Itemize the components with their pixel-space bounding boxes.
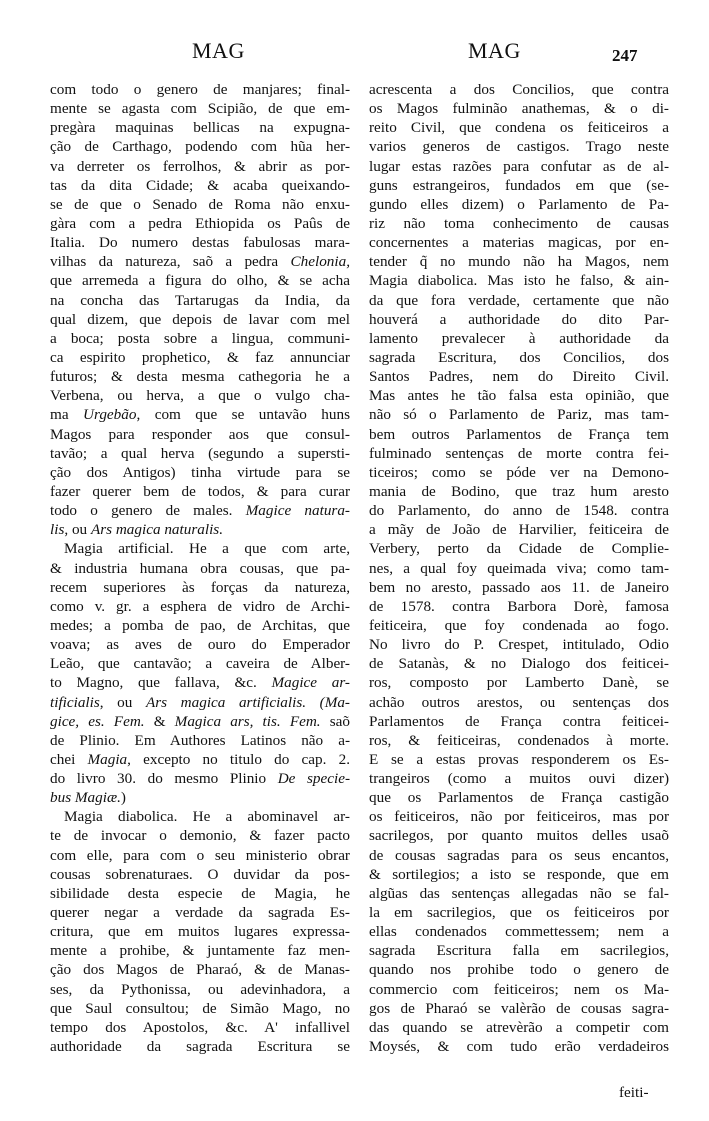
text-line: [50, 539, 350, 558]
text-segment: medes; a pomba de pao, de Architas, que: [50, 616, 350, 634]
text-line: [369, 157, 669, 176]
text-segment: riz não toma conhecimento de causas: [369, 214, 669, 232]
text-line: [50, 884, 350, 903]
text-segment: do Parlamento, do anno de 1548. contra: [369, 502, 669, 520]
text-segment: No livro do P. Crespet, intitulado, Odio: [369, 636, 669, 654]
text-line: [50, 348, 350, 367]
text-line: [369, 329, 669, 348]
text-segment: sacrilegos, por quanto muitos delles usaõ: [369, 827, 669, 845]
italic-text: Magica ars, tis. Fem.: [174, 712, 321, 730]
text-line: [50, 712, 350, 731]
text-segment: acrescenta a dos Concilios, que contra: [369, 81, 669, 98]
text-line: [50, 195, 350, 214]
text-line: [50, 807, 350, 826]
text-line: [50, 463, 350, 482]
text-segment: gundo elles dizem) o Parlamento de Pa-: [369, 195, 669, 213]
text-segment: te de invocar o demonio, & fazer pacto: [50, 827, 350, 845]
text-line: [369, 903, 669, 922]
text-segment: , ou: [64, 521, 91, 539]
text-line: [50, 826, 350, 845]
text-line: [50, 750, 350, 769]
text-segment: se de que o Senado de Roma não enxu-: [50, 195, 350, 213]
text-segment: mania de Bodino, que traz hum aresto: [369, 482, 669, 500]
text-line: [50, 1037, 350, 1056]
italic-text: Ars magica naturalis.: [90, 521, 223, 539]
text-segment: na concha das Tartarugas da India, da: [50, 291, 350, 309]
text-segment: Santos Padres, nem do Direito Civil.: [369, 368, 669, 386]
italic-text: De specie-: [277, 770, 350, 788]
text-segment: ros, & feiticeiras, condenados à morte.: [369, 731, 669, 749]
italic-text: Magice natura-: [245, 502, 350, 520]
text-segment: com todo o genero de manjares; final-: [50, 81, 350, 98]
text-line: [50, 769, 350, 788]
text-line: [369, 578, 669, 597]
text-line: [369, 252, 669, 271]
text-segment: authoridade da sagrada Escritura se: [50, 1038, 350, 1056]
text-line: [50, 654, 350, 673]
text-segment: de Satanàs, & no Dialogo dos feiticei-: [369, 655, 669, 673]
text-segment: recem superiores às forças da natureza,: [50, 578, 350, 596]
italic-text: Magice ar-: [271, 674, 350, 692]
text-line: [50, 903, 350, 922]
text-line: [50, 425, 350, 444]
text-line: [50, 386, 350, 405]
text-line: [50, 214, 350, 233]
text-line: [50, 405, 350, 424]
text-segment: bem no aresto, passado aos 11. de Janeiro: [369, 578, 669, 596]
text-line: [369, 405, 669, 424]
text-line: [369, 1018, 669, 1037]
text-segment: a mãy de João de Harvilier, feiticeira de: [369, 521, 669, 539]
text-segment: Magia diabolica. He a abominavel ar-: [64, 808, 350, 826]
text-line: [50, 137, 350, 156]
text-segment: futuros; & desta mesma cathegoria he a: [50, 368, 350, 386]
text-line: [50, 501, 350, 520]
italic-text: lis: [50, 521, 65, 539]
text-line: [50, 157, 350, 176]
text-segment: , excepto no titulo do cap. 2.: [127, 750, 350, 768]
text-segment: fulminado sentenças de morte contra fei-: [369, 444, 669, 462]
text-segment: ros, composto por Lamberto Danè, se: [369, 674, 669, 692]
text-line: [369, 673, 669, 692]
text-segment: que os Parlamentos de França castigão: [369, 789, 669, 807]
text-line: [50, 865, 350, 884]
text-segment: lugar estas razões para confutar as de al-: [369, 157, 669, 175]
text-segment: do livro 30. do mesmo Plinio: [50, 770, 278, 788]
text-segment: reito Civil, que condena os feiticeiros a: [369, 119, 669, 137]
text-line: [50, 482, 350, 501]
text-line: [369, 999, 669, 1018]
text-segment: sibilidade desta especie de Magia, he: [50, 884, 350, 902]
text-line: [50, 922, 350, 941]
text-line: [369, 444, 669, 463]
text-line: [50, 367, 350, 386]
text-segment: to Magno, que fallava, &c.: [50, 674, 272, 692]
text-line: [50, 846, 350, 865]
text-segment: varios generos de castigos. Trago neste: [369, 138, 669, 156]
text-line: [369, 635, 669, 654]
text-segment: critura, que em muitos lugares expressa-: [50, 923, 350, 941]
italic-text: Magia: [87, 750, 128, 768]
text-line: [50, 999, 350, 1018]
text-segment: os feiticeiros, não por feiticeiros, mas por: [369, 808, 669, 826]
text-segment: Magos para responder aos que consul-: [50, 425, 350, 443]
text-line: [369, 884, 669, 903]
text-segment: tas da dita Cidade; & acaba queixando-: [50, 176, 350, 194]
text-line: [50, 693, 350, 712]
text-line: [50, 271, 350, 290]
text-segment: a boca; posta sobre a lingua, communi-: [50, 329, 350, 347]
text-segment: bem outros Parlamentos de França tem: [369, 425, 669, 443]
text-segment: ção dos Antigos) tinha virtude para se: [50, 463, 350, 481]
text-line: [369, 597, 669, 616]
text-segment: Parlamentos de França contra feiticei-: [369, 712, 669, 730]
text-segment: Leão, que cantavão; a caveira de Alber-: [50, 655, 350, 673]
text-segment: como v. gr. a esphera de vidro de Archi-: [50, 597, 350, 615]
text-segment: mente a prohibe, & juntamente faz men-: [50, 942, 350, 960]
text-line: [369, 195, 669, 214]
text-segment: todo o genero de males.: [50, 502, 246, 520]
page-number: 247: [612, 46, 638, 65]
text-segment: qual dizem, que depois de lavar com mel: [50, 310, 350, 328]
text-line: [50, 233, 350, 252]
text-segment: voava; as aves de ouro do Emperador: [50, 636, 350, 654]
right-column: [369, 80, 669, 1056]
text-line: [50, 980, 350, 999]
text-segment: Moysés, & com tudo erão verdadeiros: [369, 1038, 669, 1056]
text-line: [50, 252, 350, 271]
text-segment: fazer querer bem de todos, & para curar: [50, 482, 350, 500]
text-segment: que Saul consultou; de Simão Mago, no: [50, 999, 350, 1017]
text-line: [369, 271, 669, 290]
italic-text: Ars magica artificialis. (Ma-: [145, 693, 350, 711]
text-line: [369, 559, 669, 578]
text-line: [50, 731, 350, 750]
text-segment: quando nos prohibe todo o genero de: [369, 961, 669, 979]
text-line: [50, 559, 350, 578]
text-segment: tempo dos Apostolos, &c. A' infallivel: [50, 1018, 350, 1036]
text-line: [369, 367, 669, 386]
text-line: [369, 693, 669, 712]
text-segment: la em sacrilegios, que os feiticeiros por: [369, 904, 669, 922]
text-segment: ): [120, 789, 126, 807]
text-segment: de cousas sagradas para os seus encantos,: [369, 846, 669, 864]
text-segment: mente se agasta com Scipião, de que em-: [50, 100, 350, 118]
text-line: [369, 99, 669, 118]
text-line: [369, 865, 669, 884]
text-line: [369, 731, 669, 750]
text-segment: Mas antes he tão falsa esta opinião, que: [369, 387, 669, 405]
text-segment: de Plinio. Em Authores Latinos não a-: [50, 731, 350, 749]
text-line: [369, 176, 669, 195]
text-segment: guns estrangeiros, fundados em que (se-: [369, 176, 669, 194]
text-line: [50, 310, 350, 329]
text-segment: não só o Parlamento de Pariz, mas tam-: [369, 406, 669, 424]
text-line: [369, 386, 669, 405]
running-head-left: MAG: [192, 38, 245, 63]
text-segment: ma: [50, 406, 84, 424]
text-line: [369, 922, 669, 941]
text-line: [50, 616, 350, 635]
text-line: [369, 769, 669, 788]
text-segment: commercio com feiticeiros; nem os Ma-: [369, 980, 669, 998]
text-line: [369, 980, 669, 999]
text-line: [50, 118, 350, 137]
text-line: [50, 578, 350, 597]
text-segment: ção dos Magos de Pharaó, & de Manas-: [50, 961, 350, 979]
text-segment: tender q̃ no mundo não ha Magos, nem: [369, 253, 669, 271]
text-segment: & sortilegios; a isto se responde, que em: [369, 865, 669, 883]
text-segment: gos de Pharaó se valèrão de cousas sagra-: [369, 999, 669, 1017]
text-line: [369, 539, 669, 558]
text-segment: chei: [50, 750, 88, 768]
text-line: [369, 1037, 669, 1056]
text-line: [369, 846, 669, 865]
text-segment: das quando se atrevèrão a competir com: [369, 1018, 669, 1036]
italic-text: Chelonia,: [290, 253, 350, 271]
text-line: [369, 80, 669, 99]
text-line: [369, 826, 669, 845]
italic-text: bus Magiæ.: [50, 789, 121, 807]
text-segment: os Magos fulminão anathemas, & o di-: [369, 100, 669, 118]
text-segment: , ou: [99, 693, 146, 711]
text-line: [50, 673, 350, 692]
text-line: [369, 941, 669, 960]
text-segment: feiticeira, que foy condenada ao fogo.: [369, 616, 669, 634]
text-line: [50, 1018, 350, 1037]
text-line: [50, 635, 350, 654]
running-head-right: MAG: [468, 38, 521, 63]
text-segment: de 1578. contra Barbora Dorè, famosa: [369, 597, 669, 615]
text-line: [369, 520, 669, 539]
text-line: [369, 712, 669, 731]
text-segment: com elle, para com o seu ministerio obrar: [50, 846, 350, 864]
text-line: [50, 788, 350, 807]
text-line: [369, 463, 669, 482]
italic-text: Urgebão: [83, 406, 137, 424]
text-segment: ses, da Pythonissa, ou adevinhadora, a: [50, 980, 350, 998]
text-line: [50, 941, 350, 960]
text-line: [369, 425, 669, 444]
italic-text: gice, es. Fem.: [50, 712, 145, 730]
text-line: [50, 291, 350, 310]
text-line: [50, 960, 350, 979]
italic-text: tificialis: [50, 693, 100, 711]
text-line: [369, 137, 669, 156]
text-segment: houverá a authoridade do dito Par-: [369, 310, 669, 328]
text-segment: lamento prevalecer à authoridade da: [369, 329, 669, 347]
catchword: feiti-: [619, 1084, 649, 1101]
text-segment: pregàra maquinas bellicas na expugna-: [50, 119, 350, 137]
text-segment: & industria humana obra cousas, que pa-: [50, 559, 350, 577]
text-segment: gàra com a pedra Ethiopida os Paûs de: [50, 214, 350, 232]
text-segment: E se a estas provas responderem os Es-: [369, 750, 669, 768]
text-line: [50, 176, 350, 195]
text-segment: tavão; a qual herva (segundo a supersti-: [50, 444, 350, 462]
text-segment: &: [144, 712, 175, 730]
text-line: [369, 654, 669, 673]
text-line: [369, 118, 669, 137]
text-segment: va derreter os ferrolhos, & abrir as por-: [50, 157, 350, 175]
text-segment: que arremeda a figura do olho, & se acha: [50, 272, 350, 290]
text-line: [369, 788, 669, 807]
text-segment: Verbena, ou herva, a que o vulgo cha-: [50, 387, 350, 405]
text-line: [50, 99, 350, 118]
text-segment: trangeiros (como a muitos ouvi dizer): [369, 770, 669, 788]
text-line: [369, 482, 669, 501]
text-segment: concernentes a materias magicas, por en-: [369, 234, 669, 252]
text-line: [369, 310, 669, 329]
text-segment: ticeiros; como se póde ver na Demono-: [369, 463, 669, 481]
text-segment: nes, a qual foy queimada viva; como tam-: [369, 559, 669, 577]
text-segment: saõ: [320, 712, 350, 730]
text-segment: Magia artificial. He a que com arte,: [64, 540, 350, 558]
text-line: [50, 444, 350, 463]
text-line: [369, 348, 669, 367]
text-line: [369, 807, 669, 826]
text-segment: cousas sobrenaturaes. O duvidar da pos-: [50, 865, 350, 883]
text-line: [369, 291, 669, 310]
text-segment: vilhas da natureza, saõ a pedra: [50, 253, 291, 271]
text-segment: ellas condenados commettessem; nem a: [369, 923, 669, 941]
text-segment: achão outros arestos, ou sentenças dos: [369, 693, 669, 711]
text-segment: sagrada Escritura, dos Concilios, dos: [369, 348, 669, 366]
text-segment: , com que se untavão huns: [136, 406, 350, 424]
text-segment: Italia. Do numero destas fabulosas mara-: [50, 234, 350, 252]
text-line: [50, 329, 350, 348]
text-segment: ção de Carthago, podendo com hũa her-: [50, 138, 350, 156]
text-line: [50, 520, 350, 539]
text-segment: Magia diabolica. Mas isto he falso, & ain-: [369, 272, 669, 290]
left-column: [50, 80, 350, 1056]
text-segment: Verbery, perto da Cidade de Complie-: [369, 540, 669, 558]
text-line: [369, 233, 669, 252]
text-segment: querer negar a verdade da sagrada Es-: [50, 904, 350, 922]
text-segment: algũas das sentenças allegadas não se fal-: [369, 884, 669, 902]
text-segment: ca espirito prophetico, & faz annunciar: [50, 348, 350, 366]
text-segment: sagrada Escritura falla em sacrilegios,: [369, 942, 669, 960]
text-line: [50, 597, 350, 616]
text-segment: da que fora verdade, certamente que não: [369, 291, 669, 309]
text-line: [369, 501, 669, 520]
text-line: [50, 80, 350, 99]
text-line: [369, 616, 669, 635]
text-line: [369, 750, 669, 769]
text-line: [369, 214, 669, 233]
text-line: [369, 960, 669, 979]
